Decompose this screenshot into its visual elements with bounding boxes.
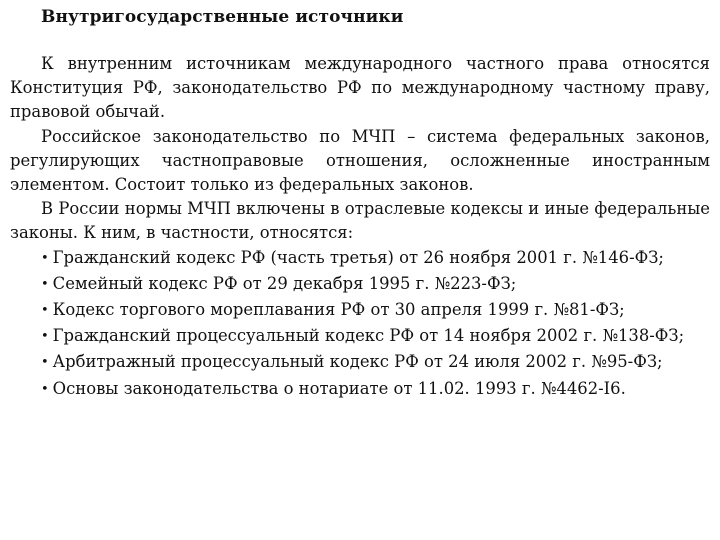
slide-body xyxy=(10,52,710,403)
list-item-text: Гражданский кодекс РФ (часть третья) от 26 ноября 2001 г. №146-ФЗ; xyxy=(52,247,664,267)
slide-title: Внутригосударственные источники xyxy=(41,7,404,27)
paragraph-internal-sources: К внутренним источникам международного частного права относятся Конституция РФ, законодательство РФ по международному частному праву, правовой обычай. xyxy=(10,54,710,122)
list-item xyxy=(10,377,710,403)
list-item xyxy=(10,246,710,272)
list-item xyxy=(10,350,710,376)
list-item-text: Основы законодательства о нотариате от 11.02. 1993 г. №4462-I6. xyxy=(52,378,626,398)
bullet-icon: • xyxy=(41,250,49,266)
list-item-text: Кодекс торгового мореплавания РФ от 30 апреля 1999 г. №81-ФЗ; xyxy=(52,300,625,320)
bullet-icon: • xyxy=(41,381,49,397)
list-item xyxy=(10,324,710,350)
list-item-text: Гражданский процессуальный кодекс РФ от 14 ноября 2002 г. №138-ФЗ; xyxy=(52,326,685,346)
bullet-icon: • xyxy=(41,303,49,319)
bullet-icon: • xyxy=(41,276,49,292)
list-item-text: Арбитражный процессуальный кодекс РФ от 24 июля 2002 г. №95-ФЗ; xyxy=(52,352,663,372)
bullet-icon: • xyxy=(41,355,49,371)
paragraph-codes-intro: В России нормы МЧП включены в отраслевые кодексы и иные федеральные законы. К ним, в частности, относятся: xyxy=(10,199,710,243)
list-item xyxy=(10,272,710,298)
list-item xyxy=(10,298,710,324)
paragraph-russian-legislation: Российское законодательство по МЧП – система федеральных законов, регулирующих частноправовые отношения, осложненные иностранным элементом. Состоит только из федеральных законов. xyxy=(10,126,710,195)
bullet-icon: • xyxy=(41,329,49,345)
list-item-text: Семейный кодекс РФ от 29 декабря 1995 г. №223-ФЗ; xyxy=(52,273,517,293)
